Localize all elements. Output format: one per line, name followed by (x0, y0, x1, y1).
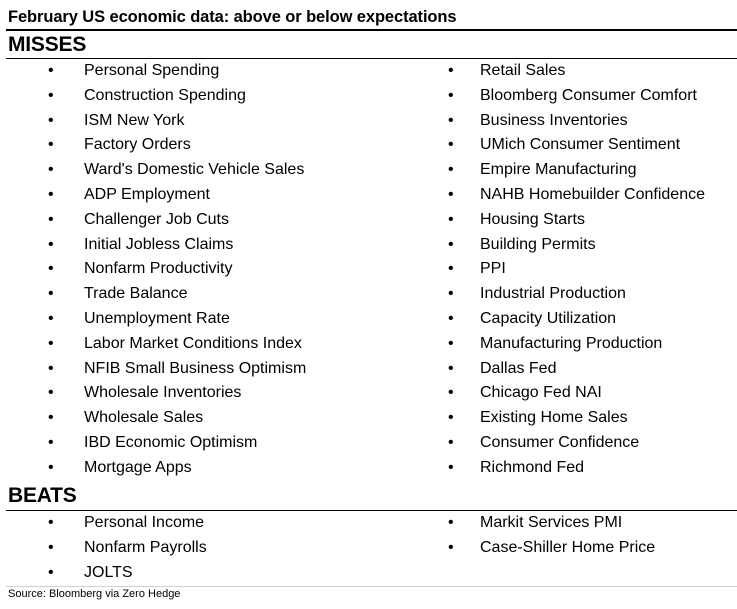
list-item (448, 406, 705, 431)
list-item-label: NFIB Small Business Optimism (84, 359, 307, 377)
list-item-label: UMich Consumer Sentiment (480, 136, 681, 154)
list-item-label: Case-Shiller Home Price (480, 538, 656, 556)
list-item-label: ADP Employment (84, 185, 210, 203)
list-item-label: Bloomberg Consumer Comfort (480, 86, 697, 104)
bullet-icon: • (448, 334, 454, 352)
list-item (448, 282, 705, 307)
list-item-label: Industrial Production (480, 285, 626, 303)
bullet-icon: • (448, 111, 454, 129)
bullet-icon: • (48, 161, 54, 179)
bullet-icon: • (448, 260, 454, 278)
list-item (448, 456, 705, 481)
title-divider (6, 29, 737, 31)
list-item-label: Initial Jobless Claims (84, 235, 234, 253)
bullet-icon: • (48, 309, 54, 327)
bullet-icon: • (448, 136, 454, 154)
list-item (48, 332, 306, 357)
list-item-label: Mortgage Apps (84, 458, 192, 476)
source-note: Source: Bloomberg via Zero Hedge (8, 588, 181, 600)
bullet-icon: • (48, 185, 54, 203)
list-item-label: Personal Spending (84, 62, 220, 79)
list-item-label: Challenger Job Cuts (84, 210, 229, 228)
bullet-icon: • (48, 514, 54, 531)
list-item (448, 381, 705, 406)
bullet-icon: • (448, 458, 454, 476)
list-item-label: Capacity Utilization (480, 309, 617, 327)
list-item (48, 158, 306, 183)
list-item (48, 109, 306, 134)
bullet-icon: • (48, 384, 54, 402)
list-item (448, 109, 705, 134)
list-item (448, 158, 705, 183)
bullet-icon: • (448, 210, 454, 228)
list-item (448, 208, 705, 233)
list-item (448, 536, 656, 561)
list-item-label: Wholesale Inventories (84, 384, 242, 402)
list-item-label: Labor Market Conditions Index (84, 334, 302, 352)
list-item (48, 133, 306, 158)
footer-divider (6, 586, 737, 587)
list-item-label: Manufacturing Production (480, 334, 663, 352)
list-item (48, 431, 306, 456)
list-item-label: Construction Spending (84, 86, 246, 104)
list-item-label: Personal Income (84, 514, 205, 531)
list-item (48, 456, 306, 481)
beats-right-list (448, 511, 656, 561)
list-item (48, 84, 306, 109)
list-item (48, 561, 207, 586)
list-item-label: Factory Orders (84, 136, 191, 154)
list-item (448, 59, 705, 84)
list-item (448, 357, 705, 382)
list-item (48, 406, 306, 431)
bullet-icon: • (48, 563, 54, 581)
list-item (48, 357, 307, 382)
list-item-label: Chicago Fed NAI (480, 384, 602, 402)
list-item-label: ISM New York (84, 111, 185, 129)
bullet-icon: • (448, 359, 454, 377)
beats-left-list (48, 511, 207, 585)
list-item-label: Wholesale Sales (84, 409, 204, 427)
list-item (48, 233, 306, 258)
bullet-icon: • (48, 235, 54, 253)
list-item (448, 84, 705, 109)
bullet-icon: • (448, 161, 454, 179)
list-item (448, 332, 705, 357)
list-item (48, 208, 306, 233)
bullet-icon: • (448, 62, 454, 79)
bullet-icon: • (48, 285, 54, 303)
bullet-icon: • (448, 86, 454, 104)
list-item-label: PPI (480, 260, 506, 278)
bullet-icon: • (48, 538, 54, 556)
list-item (48, 59, 306, 84)
list-item-label: Building Permits (480, 235, 596, 253)
misses-heading: MISSES (8, 33, 87, 56)
list-item-label: Existing Home Sales (480, 409, 628, 427)
bullet-icon: • (448, 433, 454, 451)
list-item-label: Richmond Fed (480, 458, 585, 476)
list-item (48, 282, 306, 307)
bullet-icon: • (48, 136, 54, 154)
list-item-label: Empire Manufacturing (480, 161, 637, 179)
bullet-icon: • (48, 62, 54, 79)
list-item-label: Retail Sales (480, 62, 566, 79)
list-item-label: NAHB Homebuilder Confidence (480, 185, 705, 203)
beats-heading: BEATS (8, 484, 77, 507)
list-item (48, 536, 207, 561)
bullet-icon: • (448, 285, 454, 303)
bullet-icon: • (448, 384, 454, 402)
list-item-label: Markit Services PMI (480, 514, 623, 531)
list-item-label: Business Inventories (480, 111, 628, 129)
list-item (448, 257, 705, 282)
list-item-label: Nonfarm Payrolls (84, 538, 207, 556)
bullet-icon: • (48, 433, 54, 451)
list-item-label: Consumer Confidence (480, 433, 640, 451)
list-item (48, 257, 306, 282)
list-item-label: Housing Starts (480, 210, 585, 228)
bullet-icon: • (48, 210, 54, 228)
bullet-icon: • (448, 409, 454, 427)
bullet-icon: • (48, 111, 54, 129)
list-item-label: Dallas Fed (480, 359, 557, 377)
bullet-icon: • (48, 260, 54, 278)
list-item (448, 431, 705, 456)
bullet-icon: • (48, 409, 54, 427)
list-item (48, 183, 306, 208)
list-item-label: Unemployment Rate (84, 309, 230, 327)
list-item (48, 381, 306, 406)
misses-right-list (448, 59, 705, 481)
page-title: February US economic data: above or below expectations (8, 8, 457, 26)
list-item (448, 511, 655, 536)
bullet-icon: • (48, 458, 54, 476)
bullet-icon: • (48, 334, 54, 352)
list-item (448, 233, 705, 258)
list-item (448, 133, 705, 158)
bullet-icon: • (48, 359, 54, 377)
misses-left-list (48, 59, 307, 481)
bullet-icon: • (448, 514, 454, 531)
list-item-label: IBD Economic Optimism (84, 433, 258, 451)
bullet-icon: • (448, 309, 454, 327)
bullet-icon: • (48, 86, 54, 104)
list-item (448, 307, 705, 332)
bullet-icon: • (448, 235, 454, 253)
list-item-label: JOLTS (84, 563, 133, 581)
list-item-label: Trade Balance (84, 285, 188, 303)
list-item-label: Ward's Domestic Vehicle Sales (84, 161, 305, 179)
bullet-icon: • (448, 538, 454, 556)
list-item (48, 307, 306, 332)
list-item (448, 183, 705, 208)
bullet-icon: • (448, 185, 454, 203)
list-item (48, 511, 207, 536)
list-item-label: Nonfarm Productivity (84, 260, 233, 278)
